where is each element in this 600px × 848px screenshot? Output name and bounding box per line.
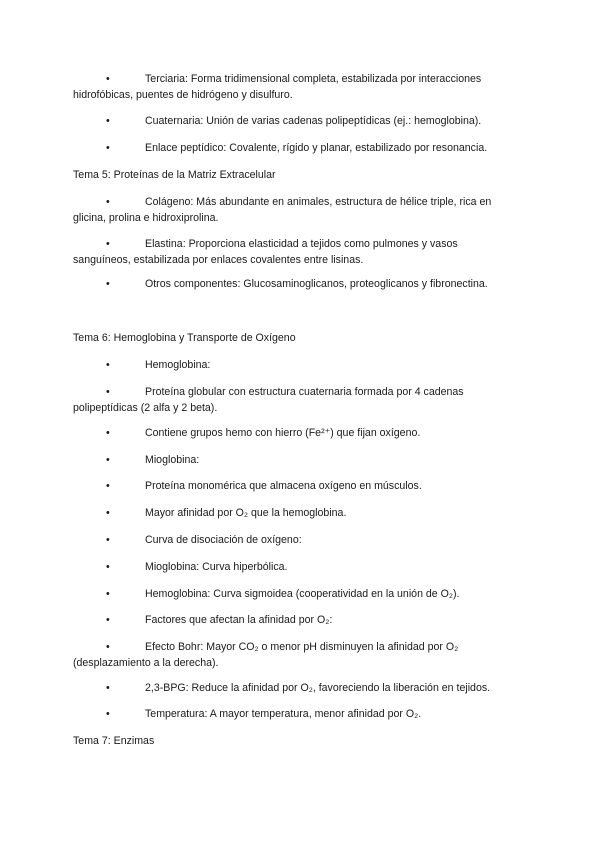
list-item: •Mioglobina: Curva hiperbólica. <box>73 559 513 575</box>
bullet-icon <box>73 680 145 696</box>
bullet-icon <box>73 71 145 87</box>
bullet-icon <box>73 357 145 373</box>
list-item: •Enlace peptídico: Covalente, rígido y planar, estabilizado por resonancia. <box>73 140 513 156</box>
bullet-icon <box>73 452 145 468</box>
bullet-icon <box>73 706 145 722</box>
list-item: •Terciaria: Forma tridimensional completa, estabilizada por interacciones hidrofóbicas, puentes de hidrógeno y disulfuro. <box>73 71 513 103</box>
bullet-icon <box>73 639 145 655</box>
bullet-icon <box>73 425 145 441</box>
list-item: •Elastina: Proporciona elasticidad a tejidos como pulmones y vasos sanguíneos, estabilizada por enlaces covalentes entre lisinas. <box>73 236 513 268</box>
bullet-icon <box>73 194 145 210</box>
bullet-icon <box>73 478 145 494</box>
bullet-icon <box>73 586 145 602</box>
list-item: •Hemoglobina: Curva sigmoidea (cooperatividad en la unión de O₂). <box>73 586 513 602</box>
bullet-icon <box>73 559 145 575</box>
bullet-icon <box>73 113 145 129</box>
section-heading: Tema 5: Proteínas de la Matriz Extracelular <box>73 169 276 181</box>
bullet-icon <box>73 276 145 292</box>
list-item: •Cuaternaria: Unión de varias cadenas polipeptídicas (ej.: hemoglobina). <box>73 113 513 129</box>
bullet-icon <box>73 140 145 156</box>
bullet-icon <box>73 384 145 400</box>
list-item: •Otros componentes: Glucosaminoglicanos, proteoglicanos y fibronectina. <box>73 276 513 292</box>
list-item: •Hemoglobina: <box>73 357 513 373</box>
list-item: •Curva de disociación de oxígeno: <box>73 532 513 548</box>
section-heading: Tema 7: Enzimas <box>73 735 155 747</box>
list-item: •Temperatura: A mayor temperatura, menor afinidad por O₂. <box>73 706 513 722</box>
list-item: •Proteína monomérica que almacena oxígeno en músculos. <box>73 478 513 494</box>
list-item: •2,3-BPG: Reduce la afinidad por O₂, favoreciendo la liberación en tejidos. <box>73 680 513 696</box>
bullet-icon <box>73 532 145 548</box>
list-item: •Proteína globular con estructura cuaternaria formada por 4 cadenas polipeptídicas (2 alfa y 2 beta). <box>73 384 513 416</box>
list-item: •Factores que afectan la afinidad por O₂: <box>73 612 513 628</box>
list-item: •Mayor afinidad por O₂ que la hemoglobina. <box>73 505 513 521</box>
bullet-icon <box>73 236 145 252</box>
list-item: •Contiene grupos hemo con hierro (Fe²⁺) que fijan oxígeno. <box>73 425 513 441</box>
list-item: •Mioglobina: <box>73 452 513 468</box>
bullet-icon <box>73 612 145 628</box>
bullet-icon <box>73 505 145 521</box>
list-item: •Colágeno: Más abundante en animales, estructura de hélice triple, rica en glicina, prolina e hidroxiprolina. <box>73 194 513 226</box>
list-item: •Efecto Bohr: Mayor CO₂ o menor pH disminuyen la afinidad por O₂ (desplazamiento a la derecha). <box>73 639 513 671</box>
section-heading: Tema 6: Hemoglobina y Transporte de Oxígeno <box>73 332 296 344</box>
